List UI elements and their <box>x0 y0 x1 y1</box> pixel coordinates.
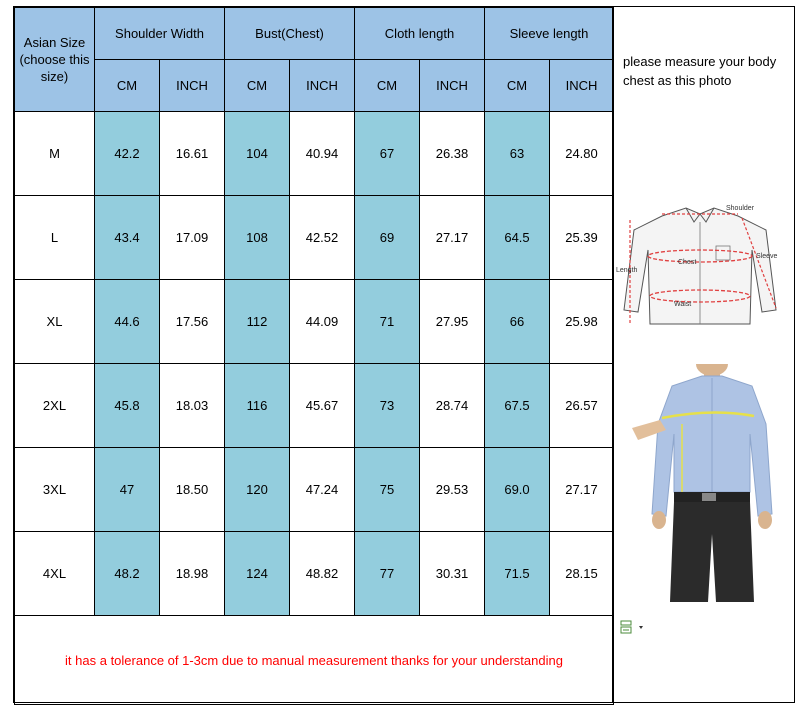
sleeve-length-cm-cell: 67.5 <box>485 364 550 448</box>
shoulder-width-inch-cell: 18.03 <box>160 364 225 448</box>
diagram-label-sleeve: Sleeve <box>756 253 778 260</box>
shoulder-width-cm-cell: 45.8 <box>95 364 160 448</box>
cloth-length-cm-cell: 69 <box>355 196 420 280</box>
size-column-header: Asian Size (choose this size) <box>15 8 95 112</box>
table-row <box>15 364 614 448</box>
sleeve-length-inch-cell: 27.17 <box>550 448 614 532</box>
size-cell: 4XL <box>15 532 95 616</box>
diagram-label-shoulder: Shoulder <box>726 205 755 212</box>
cloth-length-inch-cell: 26.38 <box>420 112 485 196</box>
bust-inch-cell: 44.09 <box>290 280 355 364</box>
size-cell: 2XL <box>15 364 95 448</box>
unit-header-cm: CM <box>485 60 550 112</box>
size-cell: M <box>15 112 95 196</box>
cloth-length-inch-cell: 28.74 <box>420 364 485 448</box>
shoulder-width-cm-cell: 44.6 <box>95 280 160 364</box>
bust-cm-cell: 120 <box>225 448 290 532</box>
diagram-label-waist: Waist <box>674 301 692 308</box>
sleeve-length-cm-cell: 63 <box>485 112 550 196</box>
table-row <box>15 532 614 616</box>
cloth-length-cm-cell: 75 <box>355 448 420 532</box>
bust-inch-cell: 45.67 <box>290 364 355 448</box>
cloth-length-cm-cell: 71 <box>355 280 420 364</box>
unit-header-inch: INCH <box>420 60 485 112</box>
size-cell: XL <box>15 280 95 364</box>
unit-header-cm: CM <box>225 60 290 112</box>
cloth-length-cm-cell: 67 <box>355 112 420 196</box>
sleeve-length-inch-cell: 26.57 <box>550 364 614 448</box>
sleeve-length-inch-cell: 28.15 <box>550 532 614 616</box>
shoulder-width-cm-cell: 48.2 <box>95 532 160 616</box>
unit-header-inch: INCH <box>550 60 614 112</box>
cloth-length-cm-cell: 73 <box>355 364 420 448</box>
shoulder-width-inch-cell: 16.61 <box>160 112 225 196</box>
bust-inch-cell: 47.24 <box>290 448 355 532</box>
shoulder-width-inch-cell: 17.09 <box>160 196 225 280</box>
shoulder-width-cm-cell: 43.4 <box>95 196 160 280</box>
bust-chest-header: Bust(Chest) <box>225 8 355 60</box>
sleeve-length-cm-cell: 64.5 <box>485 196 550 280</box>
tolerance-note: it has a tolerance of 1-3cm due to manual measurement thanks for your understanding <box>15 616 614 705</box>
chest-measurement-photo <box>632 364 784 602</box>
sleeve-length-cm-cell: 71.5 <box>485 532 550 616</box>
bust-cm-cell: 108 <box>225 196 290 280</box>
bust-cm-cell: 116 <box>225 364 290 448</box>
diagram-label-length: Length <box>616 267 638 274</box>
table-row <box>15 280 614 364</box>
table-row <box>15 196 614 280</box>
sleeve-length-cm-cell: 69.0 <box>485 448 550 532</box>
table-row <box>15 448 614 532</box>
cloth-length-cm-cell: 77 <box>355 532 420 616</box>
bust-cm-cell: 112 <box>225 280 290 364</box>
sleeve-length-inch-cell: 25.98 <box>550 280 614 364</box>
cloth-length-inch-cell: 27.95 <box>420 280 485 364</box>
sleeve-length-cm-cell: 66 <box>485 280 550 364</box>
cloth-length-header: Cloth length <box>355 8 485 60</box>
shirt-measurement-diagram <box>616 200 784 332</box>
bust-cm-cell: 124 <box>225 532 290 616</box>
table-row <box>15 112 614 196</box>
unit-header-inch: INCH <box>290 60 355 112</box>
unit-header-cm: CM <box>95 60 160 112</box>
unit-header-inch: INCH <box>160 60 225 112</box>
sleeve-length-header: Sleeve length <box>485 8 614 60</box>
unit-header-cm: CM <box>355 60 420 112</box>
tolerance-note-row <box>15 616 614 705</box>
shoulder-width-header: Shoulder Width <box>95 8 225 60</box>
sleeve-length-inch-cell: 25.39 <box>550 196 614 280</box>
sleeve-length-inch-cell: 24.80 <box>550 112 614 196</box>
cloth-length-inch-cell: 30.31 <box>420 532 485 616</box>
shoulder-width-cm-cell: 47 <box>95 448 160 532</box>
size-cell: 3XL <box>15 448 95 532</box>
measure-instruction: please measure your body chest as this photo <box>623 54 777 88</box>
bust-inch-cell: 40.94 <box>290 112 355 196</box>
cloth-length-inch-cell: 29.53 <box>420 448 485 532</box>
diagram-label-chest: Chest <box>678 259 697 266</box>
cloth-length-inch-cell: 27.17 <box>420 196 485 280</box>
shoulder-width-inch-cell: 18.98 <box>160 532 225 616</box>
paste-options-icon[interactable] <box>620 620 648 634</box>
bust-inch-cell: 48.82 <box>290 532 355 616</box>
bust-inch-cell: 42.52 <box>290 196 355 280</box>
shoulder-width-inch-cell: 17.56 <box>160 280 225 364</box>
size-chart-table <box>14 7 614 705</box>
shoulder-width-cm-cell: 42.2 <box>95 112 160 196</box>
size-cell: L <box>15 196 95 280</box>
shoulder-width-inch-cell: 18.50 <box>160 448 225 532</box>
bust-cm-cell: 104 <box>225 112 290 196</box>
